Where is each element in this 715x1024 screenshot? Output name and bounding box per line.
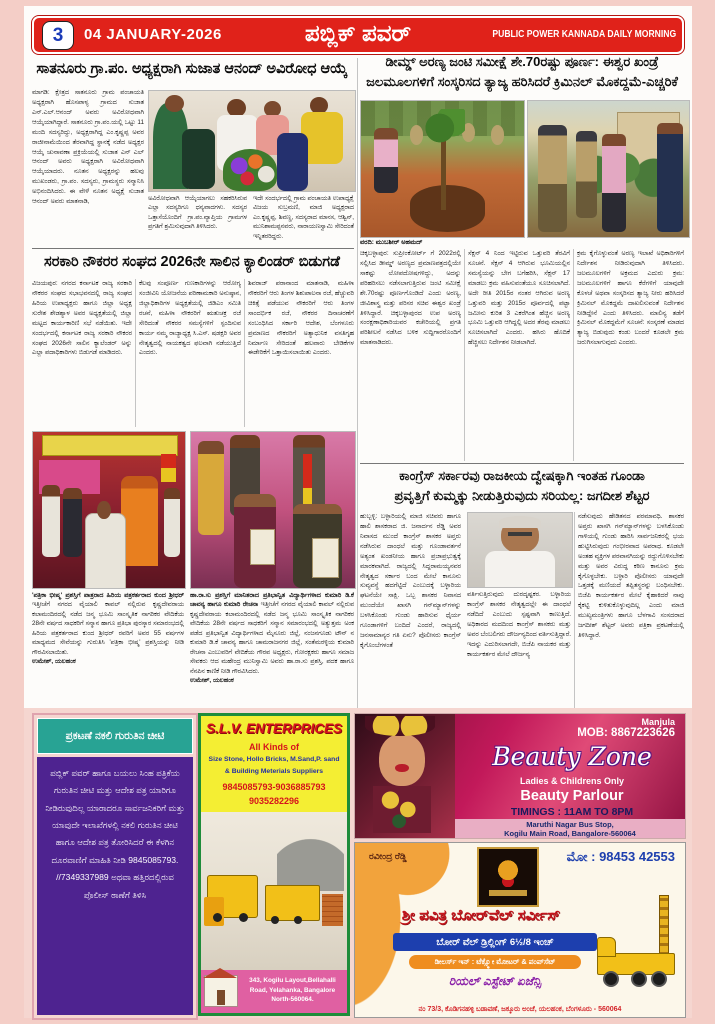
photo-police-figure bbox=[491, 125, 504, 144]
photo-civilian-navy bbox=[657, 123, 683, 232]
sand-heap-image bbox=[277, 818, 344, 891]
article2-photo-police-inspection bbox=[527, 100, 690, 238]
article3-caption-right-byline: ಉಮೇಶ್, ಯಲಹಂಕ bbox=[190, 676, 234, 684]
deity-image bbox=[477, 847, 539, 907]
article4-headline-line1: ಕಾಂಗ್ರೆಸ್ ಸರ್ಕಾರವು ರಾಜಕೀಯ ದ್ವೇಷಕ್ಕಾಗಿ ಇಂತಹ ಗೂಂಡಾ bbox=[399, 468, 645, 483]
house-image bbox=[204, 975, 238, 1007]
article1-body: ಮಾಗಡಿ: ಕ್ಷೇತ್ರದ ಸಾತನೂರು ಗ್ರಾಮ ಪಂಚಾಯತಿ ಅಧ್ಯಕ್ಷರಾಗಿ ಹೊಸಪಾಳ್ಯ ಗ್ರಾಮದ ಸುಜಾತ ಎನ್.ಎಲ್.ಆನಂದ್ ಅವರು ಅವಿರೋಧವಾಗಿ ಆಯ್ಕೆಯಾಗಿದ್ದಾರೆ. ಸಾತನೂರು ಗ್ರಾ.ಪಂ.ಯಲ್ಲಿ ಒಟ್ಟು 11 ಮಂದಿ ಸದಸ್ಯರಿದ್ದು, ಅಧ್ಯಕ್ಷರಾಗಿದ್ದ ಎಂ.ಕೃಷ್ಣಪ್ಪ ಅವರ ರಾಜೀನಾಮೆಯಿಂದ ತೆರವಾಗಿದ್ದ ಸ್ಥಾನಕ್ಕೆ ನಡೆದ ಅಧ್ಯಕ್ಷರ ಆಯ್ಕೆ ಚುನಾವಣಾ ಪ್ರಕ್ರಿಯೆಯಲ್ಲಿ ಸುಜಾತ ಎನ್ ಎಲ್ ಆನಂದ್ ಅವರು ಅಧ್ಯಕ್ಷರಾಗಿ ಅವಿರೋಧವಾಗಿ ಆಯ್ಕೆಯಾದರು. ನೂತನ ಅಧ್ಯಕ್ಷರನ್ನು ಹಲವು ಮುಖಂಡರು, ಗ್ರಾ.ಪಂ. ಸದಸ್ಯರು, ಗ್ರಾಮಸ್ಥರು ಸನ್ಮಾನಿಸಿ ಅಭಿನಂದಿಸಿದರು. ಈ ವೇಳೆ ನೂತನ ಅಧ್ಯಕ್ಷೆ ಸುಜಾತ ಆನಂದ್ ಅವರು ಮಾತನಾಡಿ, bbox=[32, 89, 144, 206]
beauty-timings: TIMINGS : 11AM TO 8PM bbox=[510, 806, 634, 818]
beauty-address-strip bbox=[455, 819, 685, 838]
beauty-sub2: Beauty Parlour bbox=[520, 788, 624, 804]
photo-police-officer bbox=[576, 131, 597, 218]
photo-banner-yellow bbox=[42, 435, 178, 456]
wheel bbox=[294, 916, 302, 924]
photo-swamiji-orange-robe bbox=[121, 476, 157, 566]
photo-gray-hair bbox=[499, 516, 541, 528]
photo-minister-figure bbox=[374, 128, 398, 193]
article3-col-rule bbox=[135, 279, 136, 427]
notice-ad-body: ಪಬ್ಲಿಕ್ ಪವರ್ ಹಾಗೂ ಬಯಲು ಸಿಂಹ ಪತ್ರಿಕೆಯ ಗುರುತಿನ ಚೀಟಿ ಮತ್ತು ಆದೇಶ ಪತ್ರ ಯಾರಿಗೂ ನೀಡಿರುವುದಿಲ್ಲ ಯಾರಾದರೂ ಸಾರ್ವಜನಿಕರಿಗೆ ಮತ್ತು ಯಾವುದೇ ಇಲಾಖೆಗಳಲ್ಲಿ ನಕಲಿ ಗುರುತಿನ ಚೀಟಿ ಹಾಗೂ ಆದೇಶ ಪತ್ರ ತೋರಿಸಿದರೆ ಈ ಕೆಳಗಿನ ದೂರವಾಣಿಗೆ ಮಾಹಿತಿ ನೀಡಿ 9845085793. //7349337989 ಅಥವಾ ಹತ್ತಿರದಲ್ಲಿರುವ ಪೊಲೀಸ್ ಠಾಣೆಗೆ ತಿಳಿಸಿ bbox=[37, 757, 193, 1015]
photo-dignitary bbox=[63, 488, 81, 557]
article3-col1: ವಿಜಯಪುರ: ನಗರದ ಕರ್ನಾಟಕ ರಾಜ್ಯ ಸರಕಾರಿ ನೌಕರರ ಸಂಘದ ಸಭಾಭವನದಲ್ಲಿ ರಾಜ್ಯ ಸಂಘದ ಹಿರಿಯ ಉಪಾಧ್ಯಕ್ಷರು ಹಾಗೂ ಜಿಲ್ಲಾ ಅಧ್ಯಕ್ಷ ಸುರೇಶ ಶೇಡಶ್ಯಾಳ ಅವರ ಅಧ್ಯಕ್ಷತೆಯಲ್ಲಿ ಜಿಲ್ಲಾ ಮಟ್ಟದ ಕಾರ್ಯಕಾರಿಣಿ ಸಭೆ ನಡೆಯಿತು. ಇದೇ ಸಂದರ್ಭದಲ್ಲಿ ಕರ್ನಾಟಕ ರಾಜ್ಯ ಸರಕಾರಿ ನೌಕರರ ಸಂಘದ 2026ನೇ ಸಾಲಿನ ಕ್ಯಾಲೆಂಡರ್ ಅನ್ನು ಎಲ್ಲಾ ಪದಾಧಿಕಾರಿಗಳು ಬಿಡುಗಡೆ ಮಾಡಿದರು. bbox=[32, 280, 132, 357]
article3-headline: ಸರಕಾರಿ ನೌಕರರ ಸಂಘದ 2026ನೇ ಸಾಲಿನ ಕ್ಯಾಲಿಂಡರ್ ಬಿಡುಗಡೆ bbox=[44, 254, 340, 270]
bride-headpiece bbox=[365, 716, 435, 736]
article4-col3: ನಡೆಸುವುದು ಹೇಡಿತನದ ಪರಮಾವಧಿ. ಶಾಸಕರ ಅಪ್ತರು ಖಾಸಗಿ ಗನ್‌ಮ್ಯಾನ್‌ಗಳನ್ನು ಬಳಸಿಕೊಂಡು ಗಾಳಿಯಲ್ಲಿ ಗುಂಡು ಹಾರಿಸಿ ಸಾರ್ವಜನಿಕರಲ್ಲಿ ಭಯ ಹುಟ್ಟಿಸಿರುವುದು ಗಂಭೀರವಾದ ಅಪರಾಧ. ಕೂಡಲೇ ಅಂತಹ ವ್ಯಕ್ತಿಗಳ ಪರವಾನಗಿಯನ್ನು ರದ್ದುಗೊಳಿಸಬೇಕು ಮತ್ತು ಅವರ ವಿರುದ್ಧ ಕಠಿಣ ಕಾನೂನು ಕ್ರಮ ಕೈಗೊಳ್ಳಬೇಕು. ಬಳ್ಳಾರಿ ಪೊಲೀಸರು ಯಾವುದೇ ಒತ್ತಡಕ್ಕೆ ಮಣಿಯದೆ ತಪ್ಪಿತಸ್ಥರನ್ನು ಬಂಧಿಸಬೇಕು. ಬಿಜೆಪಿ ಕಾರ್ಯಕರ್ತರ ಮೇಲೆ ಕೈಹಾಕಿದರೆ ನಾವು ಕೈಕಟ್ಟಿ ಕುಳಿತುಕೊಳ್ಳುವುದಿಲ್ಲ ಎಂದು ಮಾಜಿ ಮುಖ್ಯಮಂತ್ರಿಗಳು ಹಾಗೂ ಬೆಳಗಾವಿ ಸಂಸದರಾದ ಜಗದೀಶ್ ಶೆಟ್ಟರ್ ಅವರು ಪತ್ರಿಕಾ ಪ್ರಕಟಣೆಯಲ್ಲಿ ತಿಳಿಸಿದ್ದಾರೆ. bbox=[578, 513, 684, 640]
page-number: 3 bbox=[52, 24, 64, 46]
article2-headline-line1: ಡೀಮ್ಡ್ ಅರಣ್ಯ ಜಂಟಿ ಸಮೀಕ್ಷೆ ಶೇ.70ರಷ್ಟು ಪೂರ್ಣ: ಈಶ್ವರ ಖಂಡ್ರೆ bbox=[385, 54, 659, 69]
article3-caption-left-text: ಇತ್ತೀಚೆಗೆ ನಗರದ ವೈಯಾಲಿ ಕಾವಲ್ ನಲ್ಲಿರುವ ಕೃಷ್ಣದೇವರಾಯ ಕಲಾಮಂದಿರದಲ್ಲಿ ನಡೆದ ಜನ್ಮ ಭೂಮಿ ಸಾಂಸ್ಕೃತಿಕ ನಾಗರಿಕರ ವೇದಿಕೆಯ 28ನೇ ವರ್ಷದ ಸಾಧಕರಿಗೆ ಸನ್ಮಾನ ಹಾಗೂ ಪ್ರತಿಭಾ ಪುರಸ್ಕಾರ ಸಮಾರಂಭದಲ್ಲಿ ಹಿರಿಯ ಪತ್ರಕರ್ತರಾದ ಕುಂದ ಶ್ರೀಧರ್ ರವರಿಗೆ ಅವರ 55 ವರ್ಷಗಳ ಮಾಧ್ಯಮದ ಸೇವೆಯನ್ನು ಗುರುತಿಸಿ 'ಪತ್ರಿಕಾ ಭೀಷ್ಮ' ಪ್ರಶಸ್ತಿಯನ್ನು ನೀಡಿ ಗೌರವಿಸಲಾಯಿತು. bbox=[32, 601, 184, 656]
photo-face bbox=[165, 95, 184, 112]
article3-caption-right-text: ಇತ್ತೀಚೆಗೆ ನಗರದ ವೈಯಾಲಿ ಕಾವಲ್ ನಲ್ಲಿರುವ ಕೃಷ್ಣದೇವರಾಯ ಕಲಾಮಂದಿರದಲ್ಲಿ ನಡೆದ ಜನ್ಮ ಭೂಮಿ ಸಾಂಸ್ಕೃತಿಕ ನಾಗರಿಕರ ವೇದಿಕೆಯ 28ನೇ ವರ್ಷದ ಸಾಧಕರಿಗೆ ಸನ್ಮಾನ ಸಮಾರಂಭದಲ್ಲಿ ಅತ್ಯುತ್ತಮ ಅಂಕ ಪಡೆದ ಪ್ರತಿಭಾನ್ವಿತ ವಿದ್ಯಾರ್ಥಿಗಳಾದ ಮೈಸೂರು ಜಿಲ್ಲೆ, ನಂಜನಗೂಡು ಟೌನ್ ನ ಕುಮಾರಿ ಡಿ.ಕೆ ಚಾವನ್ಯ ಹಾಗೂ ಚಾಮರಾಜನಗರ ಜಿಲ್ಲೆ, ಸಂತೆಮರಳ್ಳಿಯ ಕುಮಾರಿ ರೇಚನಾ ಎಂಬುವರಿಗೆ ವೇದಿಕೆಯ ಗೌರವ ಅಧ್ಯಕ್ಷರು, ಗೋರಕ್ಷಕರು ಹಾಗೂ ಸಮಾಜ ಸೇವಕರು ಆದ ಮಹೇಂದ್ರ ಮುನಿಸ್ವಾಮಿ ಅವರು ಹಾ.ರಾ.ಸು ಪ್ರಶಸ್ತಿ, ಪದಕ ಹಾಗೂ ನೆನಪಿನ ಕಾಣಿಕೆ ನೀಡಿ ಗೌರವಿಸಿದರು. bbox=[190, 601, 354, 675]
photo-certificate bbox=[250, 529, 275, 565]
house-door bbox=[217, 990, 225, 1005]
beauty-zone-ad bbox=[354, 713, 686, 839]
slv-ad-name: S.L.V. ENTERPRICES bbox=[205, 721, 343, 736]
newspaper-sheet bbox=[24, 6, 692, 1018]
photo-spectacles bbox=[508, 532, 533, 536]
borewell-service-strip: ಬೋರ್ ವೆಲ್ ಡ್ರಿಲ್ಲಿಂಗ್ 6½/8 ಇಂಚ್ bbox=[393, 933, 597, 951]
beauty-zone-logo-text: Beauty Zone bbox=[492, 742, 652, 771]
photo-planting-pit bbox=[410, 185, 485, 231]
article1-caption-right: ಇದೇ ಸಂದರ್ಭದಲ್ಲಿ ಗ್ರಾಮ ಪಂಚಾಯತಿ ಉಪಾಧ್ಯಕ್ಷೆ ವಿಜಯ ಸುಬ್ರಮಣಿ, ಮಾಜಿ ಅಧ್ಯಕ್ಷರಾದ ಎಂ.ಕೃಷ್ಣಪ್ಪ, ಶಿವಣ್ಣ, ಸದಸ್ಯರಾದ ಮಾನಸ, ಆಶ್ವಿನ್, ಮುನಿಶಾಮಪ್ಪನವರು, ನಾರಾಯಣಸ್ವಾಮಿ ಸೇರಿದಂತೆ ಇನ್ನಿತರರಿದ್ದರು. bbox=[253, 195, 354, 240]
edition-date: 04 JANUARY-2026 bbox=[84, 26, 222, 43]
article4-col2: ವರ್ತಿಸುತ್ತಿರುವುದು ದುರದೃಷ್ಟಕರ. ಬಳ್ಳಾರಿಯ ಕಾಂಗ್ರೆಸ್ ಶಾಸಕರ ನೇತೃತ್ವದಲ್ಲೇ ಈ ದಾಂಧಲೆ ನಡೆದಿದೆ ಎಂಬುದು ಸ್ಪಷ್ಟವಾಗಿ ಕಾಣುತ್ತಿದೆ. ಅಧಿಕಾರದ ಮದದಿಂದ ಕಾಂಗ್ರೆಸ್ ಶಾಸಕರು ಮತ್ತು ಅವರ ಬೆಂಬಲಿಗರು ದೌರ್ಜನ್ಯದಿಂದ ವರ್ತಿಸುತ್ತಿದ್ದಾರೆ. ಇದನ್ನು ಎದುರಿಸಲಾಗದೇ, ಬಿಜೆಪಿ ನಾಯಕರ ಮತ್ತು ಕಾರ್ಯಕರ್ತರ ಮೇಲೆ ದೌರ್ಜನ್ಯ bbox=[467, 591, 571, 658]
photo-figure-boy-green bbox=[182, 129, 215, 189]
article2-photo-tree-planting bbox=[360, 100, 525, 238]
slv-ad-line1: All Kinds of bbox=[249, 742, 299, 752]
article4-headline-line2: ಪ್ರವೃತ್ತಿಗೆ ಕುಮ್ಮಕ್ಕು ನೀಡುತ್ತಿರುವುದು ಸರಿಯಲ್ಲ: ಜಗದೀಶ ಶೆಟ್ಟರ bbox=[394, 488, 650, 503]
drilling-rig-truck-image bbox=[597, 895, 679, 995]
slv-ad-address-strip bbox=[201, 970, 347, 1013]
article3-caption-right-block bbox=[190, 591, 354, 707]
article4-col-rule bbox=[574, 512, 575, 708]
article1-headline: ಸಾತನೂರು ಗ್ರಾ.ಪಂ. ಅಧ್ಯಕ್ಷರಾಗಿ ಸುಜಾತ ಆನಂದ್ ಅವಿರೋಧ ಆಯ್ಕೆ bbox=[36, 61, 348, 77]
page-number-badge bbox=[42, 21, 74, 50]
photo-certificate bbox=[312, 538, 339, 577]
article4-photo-jagadish-shettar bbox=[467, 512, 573, 588]
photo-kannada-flag bbox=[161, 454, 176, 482]
slv-ad-image-area bbox=[201, 812, 347, 970]
bride-face bbox=[379, 734, 425, 786]
wheel bbox=[213, 913, 222, 922]
bride-lips bbox=[395, 764, 409, 773]
masthead-bar bbox=[32, 16, 684, 54]
slv-ad-address: 343, Kogilu Layout,Bellahalli Road, Yelahanka, Bangalore North-560064. bbox=[249, 977, 336, 1004]
article3-photo-award-stage bbox=[32, 431, 186, 589]
photo-dignitary bbox=[42, 485, 60, 557]
slv-enterprises-ad bbox=[198, 713, 350, 1016]
photo-figure-boy-navy bbox=[277, 133, 308, 191]
bride-jewellery bbox=[373, 786, 431, 833]
article2-headline-line2: ಜಲಮೂಲಗಳಿಗೆ ಸಂಸ್ಕರಿಸದ ತ್ಯಾಜ್ಯ ಹರಿಸಿದರೆ ಕ್ರಿಮಿನಲ್ ಮೊಕದ್ದಮೆ-ಎಚ್ಚರಿಕೆ bbox=[366, 74, 678, 89]
photo-police-figure bbox=[410, 125, 423, 144]
borewell-address: ನಂ 73/3, ಕೊಡಿಗನಹಳ್ಳಿ ಬಡಾವಣೆ, ಜಕ್ಕೂರು ಅಂಚೆ, ಯಲಹಂಕ, ಬೆಂಗಳೂರು - 560064 bbox=[418, 1006, 622, 1013]
jcb-bucket bbox=[204, 897, 224, 925]
section-divider bbox=[32, 248, 354, 249]
photo-civilian-pink-shirt bbox=[602, 134, 626, 232]
article3-col-rule bbox=[244, 279, 245, 427]
article3-caption-left-byline: ಉಮೇಶ್, ಯಲಹಂಕ bbox=[32, 658, 76, 666]
house-roof bbox=[203, 968, 237, 978]
photo-dignitary bbox=[164, 488, 181, 557]
slv-ad-phone2: 9035282296 bbox=[248, 796, 300, 806]
article2-col2: ಸೆಕ್ಷನ್ 4 ನಿಂದ ಇಟ್ಟಿರುವ ಒತ್ತುವರಿ ತೆರವಿಗೆ ಸೂಚನೆ. ಸೆಕ್ಷನ್ 4 ಆಗಿರುವ ಭೂಮಿಯಲ್ಲಿನ ಸಮಸ್ಯೆಯನ್ನು ಬೇಗ ಬಗೆಹರಿಸಿ, ಸೆಕ್ಷನ್ 17 ಮಾಡಲು ಕ್ರಮ ವಹಿಸುವಂತೆಯೂ ಸೂಚಿಸಲಾಗಿದೆ. ಅದೇ ರೀತಿ 2015ರ ನಂತರ ಆಗಿರುವ ಅರಣ್ಯ ಒತ್ತುವರಿ ಮತ್ತು 2015ರ ಪೂರ್ವದಲ್ಲಿ ಪಟ್ಟಾ ಜಮೀನು ಕುರಿತ 3 ಎಕರೆಗಿಂತ ಹೆಚ್ಚಿನ ಅರಣ್ಯ ಭೂಮಿ ಒತ್ತುವರಿ ಆಗಿದ್ದಲ್ಲಿ ಅದರ ತೆರವು ಮಾಡಲು ಸೂಚಿಸಲಾಗಿದೆ ಎಂದರು. ಹಸಿರು ಹೊದಿಕೆ ಹೆಚ್ಚಿಸಲು ನಿರ್ದೇಶನ ನೀಡಲಾಗಿದೆ. bbox=[468, 250, 570, 347]
slv-ad-line3: & Building Meterials Suppliers bbox=[224, 768, 324, 775]
article2-col3: ಕ್ರಮ ಕೈಗೊಳ್ಳುವಂತೆ ಅರಣ್ಯ ಇಲಾಖೆ ಅಧಿಕಾರಿಗಳಿಗೆ ನಿರ್ದೇಶನ ನೀಡಿರುವುದಾಗಿ ತಿಳಿಸಿದರು. ಜಲಮೂಲಗಳಿಗೆ ಅಕ್ರಮದ ಎದುರು ಕ್ರಮ: ಜಲಮೂಲಗಳಿಗೆ ಹಾಗೂ ಕೆರೆಗಳಿಗೆ ಯಾವುದೇ ಕೊಳಚೆ ಅಥವಾ ಸಂಸ್ಕರಿಸದ ತ್ಯಾಜ್ಯ ನೀರು ಹರಿಸಿದರೆ ಕ್ರಿಮಿನಲ್ ಮೊಕದ್ದಮೆ ದಾಖಲಿಸುವಂತೆ ನಿರ್ದೇಶನ ನೀಡಿದ್ದೇನೆ ಎಂದು ತಿಳಿಸಿದರು. ಮಾಲಿನ್ಯ ತಡೆಗೆ ಕ್ರಿಮಿನಲ್ ಮೊಕದ್ದಮೆಗೆ ಸೂಚನೆ: ಸಂಸ್ಕರಣೆ ಮಾಡದ ತ್ಯಾಜ್ಯ ಬಿಡುವುದು ಕಂಡು ಬಂದರೆ ಕೂಡಲೇ ಕ್ರಮ ಜರುಗಿಸಲಾಗುವುದು ಎಂದರು. bbox=[577, 250, 684, 347]
masthead-tagline: PUBLIC POWER KANNADA DAILY MORNING bbox=[492, 28, 676, 40]
truck-cab bbox=[597, 937, 616, 957]
photo-face bbox=[97, 501, 111, 520]
photo-white-shirt bbox=[485, 551, 556, 587]
borewell-phone: ಮೋ : 98453 42553 bbox=[566, 849, 675, 864]
bride-photo bbox=[355, 714, 455, 838]
beauty-contact-name: Manjula bbox=[641, 717, 675, 727]
photo-police-officer bbox=[538, 125, 567, 231]
borewell-name: ಶ್ರೀ ಪವಿತ್ರ ಬೋರ್‌ವೆಲ್ ಸರ್ವೀಸ್ bbox=[401, 907, 561, 924]
section-divider bbox=[360, 463, 684, 464]
article3-caption-right-title: ಹಾ.ರಾ.ಸು ಪ್ರಶಸ್ತಿಗೆ ಮಾನಿತರಾದ ಪ್ರತಿಭಾನ್ವಿತ ವಿದ್ಯಾರ್ಥಿಗಳಾದ ಕುಮಾರಿ ಡಿ.ಕೆ ಚಾವನ್ಯ ಹಾಗೂ ಕುಮಾರಿ ರೇಚನಾ bbox=[190, 592, 354, 609]
column-divider bbox=[357, 58, 358, 708]
wheel bbox=[271, 916, 279, 924]
photo-honoree-on-chair bbox=[85, 513, 127, 589]
article1-photo-group-felicitation bbox=[148, 90, 356, 192]
borewell-agency-line: ರಿಯಲ್ ಎಸ್ಟೇಟ್ ಏಜೆನ್ಸಿ bbox=[448, 974, 542, 988]
wheel bbox=[651, 971, 667, 987]
beauty-sub1: Ladies & Childrens Only bbox=[519, 776, 625, 786]
article2-photo-credit: ವರದಿ: ಮುಬಶೀರ್ ಅಹಮದ್ bbox=[360, 239, 423, 246]
deity-figure bbox=[494, 859, 522, 887]
article4-col1: ಹುಬ್ಬಳ್ಳಿ: ಬಳ್ಳಾರಿಯಲ್ಲಿ ಮಾಜಿ ಸಚಿವರು ಹಾಗೂ ಹಾಲಿ ಶಾಸಕರಾದ ಜಿ. ಜನಾರ್ದನ ರೆಡ್ಡಿ ಅವರ ನಿವಾಸದ ಮುಂದೆ ಕಾಂಗ್ರೆಸ್ ಶಾಸಕರ ಅಪ್ತರು ನಡೆಸಿರುವ ದಾಂಧಲೆ ಮತ್ತು ಗೂಂಡಾವರ್ತನೆ ಅತ್ಯಂತ ಖಂಡನೀಯ ಹಾಗೂ ಪ್ರಜಾಪ್ರಭುತ್ವಕ್ಕೆ ಮಾರಕವಾಗಿದೆ. ರಾಜ್ಯದಲ್ಲಿ ಸಿದ್ದರಾಮಯ್ಯನವರ ನೇತೃತ್ವದ ಸರ್ಕಾರ ಬಂದ ಮೇಲೆ ಕಾನೂನು ಸುವ್ಯವಸ್ಥೆ ಹದಗೆಟ್ಟಿದೆ ಎಂಬುದಕ್ಕೆ ಬಳ್ಳಾರಿಯ ಘಟನೆಯೇ ಸಾಕ್ಷಿ. ಒಬ್ಬ ಶಾಸಕರ ನಿವಾಸದ ಮುಂದೆಯೇ ಖಾಸಗಿ ಗನ್‌ಮ್ಯಾನ್‌ಗಳನ್ನು ಬಳಸಿಕೊಂಡು ಗುಂಡು ಹಾರಿಸುವ ಧೈರ್ಯ ಗೂಂಡಾಗಳಿಗೆ ಬಂದಿದೆ ಎಂದರೆ, ರಾಜ್ಯದಲ್ಲಿ ಜನಸಾಮಾನ್ಯರ ಗತಿ ಏನು? ಪೊಲೀಸರು ಕಾಂಗ್ರೆಸ್ ಕೈಗೊಂಬೆಗಳಂತೆ bbox=[360, 513, 461, 649]
article3-photo-students-award bbox=[190, 431, 356, 589]
notice-ad bbox=[32, 713, 198, 1020]
article3-caption-left-title: 'ಪತ್ರಿಕಾ ಭೀಷ್ಮ' ಪ್ರಶಸ್ತಿಗೆ ಪಾತ್ರರಾದ ಹಿರಿಯ ಪತ್ರಕರ್ತರಾದ ಕುಂದ ಶ್ರೀಧರ್ bbox=[32, 592, 184, 599]
article2-col1: ಚಿಕ್ಕಬಳ್ಳಾಪುರ: ಸುಪ್ರೀಂಕೋರ್ಟ್ ಗೆ 2022ರಲ್ಲಿ ಸಲ್ಲಿಸಿದ ಡೀಮ್ಡ್ ಅರಣ್ಯದ ಪ್ರಮಾಣಪತ್ರದಲ್ಲಿಯೇ ಸಾಕಷ್ಟು ಲೋಪದೋಷಗಳಿದ್ದು, ಅದನ್ನು ಪರಿಹರಿಸಲು ನಡೆಸಲಾಗುತ್ತಿರುವ ಜಂಟಿ ಸಮೀಕ್ಷೆ ಶೇ.70ರಷ್ಟು ಪೂರ್ಣಗೊಂಡಿದೆ ಎಂದು ಅರಣ್ಯ, ಜೀವಿಶಾಸ್ತ್ರ ಮತ್ತು ಪರಿಸರ ಸಚಿವ ಈಶ್ವರ ಖಂಡ್ರೆ ತಿಳಿಸಿದ್ದಾರೆ. ಚಿಕ್ಕಬಳ್ಳಾಪುರದ ಉಪ ಅರಣ್ಯ ಸಂರಕ್ಷಣಾಧಿಕಾರಿಯವರ ಕಚೇರಿಯಲ್ಲಿ ಪ್ರಗತಿ ಪರಿಶೀಲನೆ ನಡೆಸಿದ ಬಳಿಕ ಸುದ್ದಿಗಾರರೊಂದಿಗೆ ಮಾತನಾಡಿದರು. bbox=[360, 250, 461, 347]
slv-ad-phone1: 9845085793-9036885793 bbox=[222, 782, 326, 792]
wheel bbox=[239, 913, 248, 922]
article2-col-rule bbox=[464, 249, 465, 461]
photo-woman-gold-sari bbox=[198, 441, 224, 535]
bricks-stack-image bbox=[322, 894, 342, 926]
article3-caption-left-block bbox=[32, 591, 184, 707]
article3-col3: ಶಿವರಾಜ್ ಪರಾನಾಂದ ಮಾತನಾಡಿ, ಮಹಿಳಾ ನೌಕರರಿಗೆ ಆರು ತಿಂಗಳ ಶಿಶುಪಾಲನಾ ರಜೆ, ಹೆಚ್ಚುವರಿ ಚಿಕಿತ್ಸೆ ಪಡೆಯುವ ನೌಕರರಿಗೆ ಆರು ತಿಂಗಳ ಸಾಂದರ್ಭಿಕ ರಜೆ, ನೌಕರರ ದಿನಾಚರಣೆಗೆ ಸಂಬಂಧಿಸಿದ ಸರ್ಕಾರಿ ಆದೇಶ, ಬೆಂಗಳೂರು ಪ್ರಮಾಣದ ನೌಕರರಿಗೆ ಅತ್ಯಾಧುನಿಕ ವಸತಿಗೃಹ ನಿರ್ಮಾಣ ಸೇರಿದಂತೆ ಹಲವಾರು ಬೇಡಿಕೆಗಳ ಈಡೇರಿಕೆಗೆ ಒತ್ತಾಯಿಸಲಾಯಿತು ಎಂದರು. bbox=[248, 280, 354, 357]
borewell-ad bbox=[354, 842, 686, 1018]
slv-ad-line2: Size Stone, Hollo Bricks, M.Sand,P. sand bbox=[208, 756, 340, 763]
masthead-title: ಪಬ್ಲಿಕ್ ಪವರ್ bbox=[304, 20, 412, 46]
article1-caption-left: ಅವಿರೋಧವಾಗಿ ಆಯ್ಕೆಯಾಗಲು ಸಹಕರಿಸಿರುವ ಎಲ್ಲಾ ಸದಸ್ಯರಿಗೂ ಧನ್ಯವಾದಗಳು. ಸದಸ್ಯರ ಒತ್ತಾಸೆಯೊಂದಿಗೆ ಗ್ರಾ.ಪಂ.ವ್ಯಾಪ್ತಿಯ ಗ್ರಾಮಗಳ ಪ್ರಗತಿಗೆ ಶ್ರಮಿಸುವುದಾಗಿ ತಿಳಿಸಿದರು. bbox=[148, 195, 247, 231]
article2-col-rule bbox=[573, 249, 574, 461]
article3-col2: ಕೆಲವು ಸಂಪೂರ್ಣ ಗುಣಕಾರಿಗಳನ್ನು ಆರೋಗ್ಯ ಸಂಜೀವಿನಿ ಯೋಜನೆಯ ಪರಿಣಾಮಕಾರಿ ಅನುಷ್ಠಾನ, ಜಿಲ್ಲಾಧಿಕಾರಿಗಳ ಅಧ್ಯಕ್ಷತೆಯಲ್ಲಿ ಜಿಡಿಎಂ ಸಮಿತಿ ರಚನೆ, ಮಹಿಳಾ ನೌಕರರಿಗೆ ಋತುಚಕ್ರ ರಜೆ ಸೇರಿದಂತೆ ನೌಕರರ ಸಮಸ್ಯೆಗಳಿಗೆ ಸ್ಪಂದಿಸುವ ಕಾರ್ಯ ನಮ್ಮ ರಾಜ್ಯಾಧ್ಯಕ್ಷ ಸಿ.ಎಸ್. ಷಡಕ್ಷರಿ ಅವರ ನೇತೃತ್ವದಲ್ಲಿ ನಾಯಕತ್ವದ ಫಲವಾಗಿ ನಡೆಯುತ್ತಿದೆ ಎಂದರು. bbox=[139, 280, 241, 357]
notice-ad-title: ಪ್ರಕಟಣೆ ನಕಲಿ ಗುರುತಿನ ಚೀಟಿ bbox=[37, 718, 193, 754]
photo-flower-bouquet bbox=[223, 149, 277, 191]
beauty-address2: Kogilu Main Road, Bangalore-560064 bbox=[504, 829, 636, 839]
photo-figure-yellow-shirt bbox=[301, 112, 342, 164]
wheel bbox=[631, 971, 647, 987]
wheel bbox=[603, 971, 619, 987]
beauty-mobile: MOB: 8867223626 bbox=[577, 727, 675, 739]
borewell-dealers-strip: ಡೀಲರ್ಸ್ ಇನ್ : ಟೆಕ್ಸ್ಮೋ ಮೋಟರ್ & ಪಂಪ್‌ಸೆಟ್ bbox=[409, 955, 581, 969]
borewell-owner-name: ರವೀಂದ್ರ ರೆಡ್ಡಿ bbox=[369, 851, 407, 861]
photo-sapling-leaves bbox=[423, 109, 465, 147]
deity-base bbox=[489, 890, 526, 896]
beauty-address1: Maruthi Nagar Bus Stop, bbox=[526, 820, 614, 829]
